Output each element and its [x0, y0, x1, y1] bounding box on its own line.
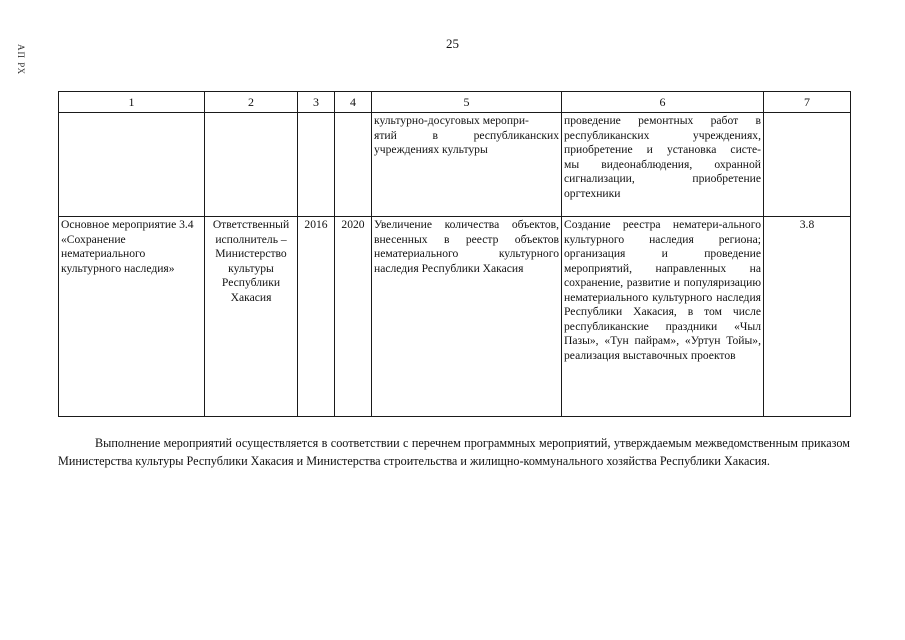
table-row-continued: [59, 113, 851, 217]
page-number: 25: [446, 36, 459, 51]
header-cell: 2: [205, 92, 298, 113]
side-stamp: АП РХ: [16, 44, 26, 76]
program-measures-table: [58, 91, 851, 417]
responsible-executor-cell: Ответственный исполнитель – Министерство культуры Республики Хакасия: [205, 217, 298, 417]
indicator-link-cell: 3.8: [764, 217, 851, 417]
header-cell: 6: [562, 92, 764, 113]
cell-text-line: сигнализации, приобретение: [564, 172, 761, 185]
header-cell: 5: [372, 92, 562, 113]
header-cell: 3: [298, 92, 335, 113]
table-cell: [298, 113, 335, 217]
table-cell: [335, 113, 372, 217]
activities-cell: Создание реестра нематери-ального культурного наследия региона; организация и проведение мероприятий, направленных на сохранение, развитие и популяризацию нематериального культурного наследия Республики Хакасия, в том числе республиканские праздники «Чыл Пазы», «Тун пайрам», «Уртун Тойы», реализация выставочных проектов: [562, 217, 764, 417]
expected-result-cell: Увеличение количества объектов, внесенных в реестр объектов нематериального культурного наследия Республики Хакасия: [372, 217, 562, 417]
cell-text-line: ятий в республиканских: [374, 128, 559, 142]
header-cell: 7: [764, 92, 851, 113]
table-cell: [764, 113, 851, 217]
cell-text-line: оргтехники: [564, 186, 621, 200]
table-row-main-measure: [59, 217, 851, 417]
cell-text-line: мы видеонаблюдения, охранной: [564, 157, 761, 171]
body-paragraph: Выполнение мероприятий осуществляется в соответствии с перечнем программных мероприятий, утверждаемым межведомственным приказом Министерства культуры Республики Хакасия и Министерства строительства и жилищно-коммунального хозяйства Республики Хакасия.: [58, 436, 850, 468]
cell-text-line: культурно-досуговых меропри-: [374, 114, 529, 127]
cell-text-line: проведение ремонтных работ в: [564, 114, 761, 127]
end-year-cell: 2020: [335, 217, 372, 417]
table-cell-actions-continued: [562, 113, 764, 217]
table-cell-goals-continued: [372, 113, 562, 217]
header-cell: 4: [335, 92, 372, 113]
start-year-cell: 2016: [298, 217, 335, 417]
table-cell: [59, 113, 205, 217]
measure-name-cell: Основное мероприятие 3.4 «Сохранение нематериального культурного наследия»: [59, 217, 205, 417]
header-cell: 1: [59, 92, 205, 113]
cell-text-line: приобретение и установка систе-: [564, 143, 761, 156]
table-header-row: [59, 92, 851, 113]
table-cell: [205, 113, 298, 217]
cell-text-line: республиканских учреждениях,: [564, 128, 761, 142]
cell-text-line: учреждениях культуры: [374, 143, 488, 156]
